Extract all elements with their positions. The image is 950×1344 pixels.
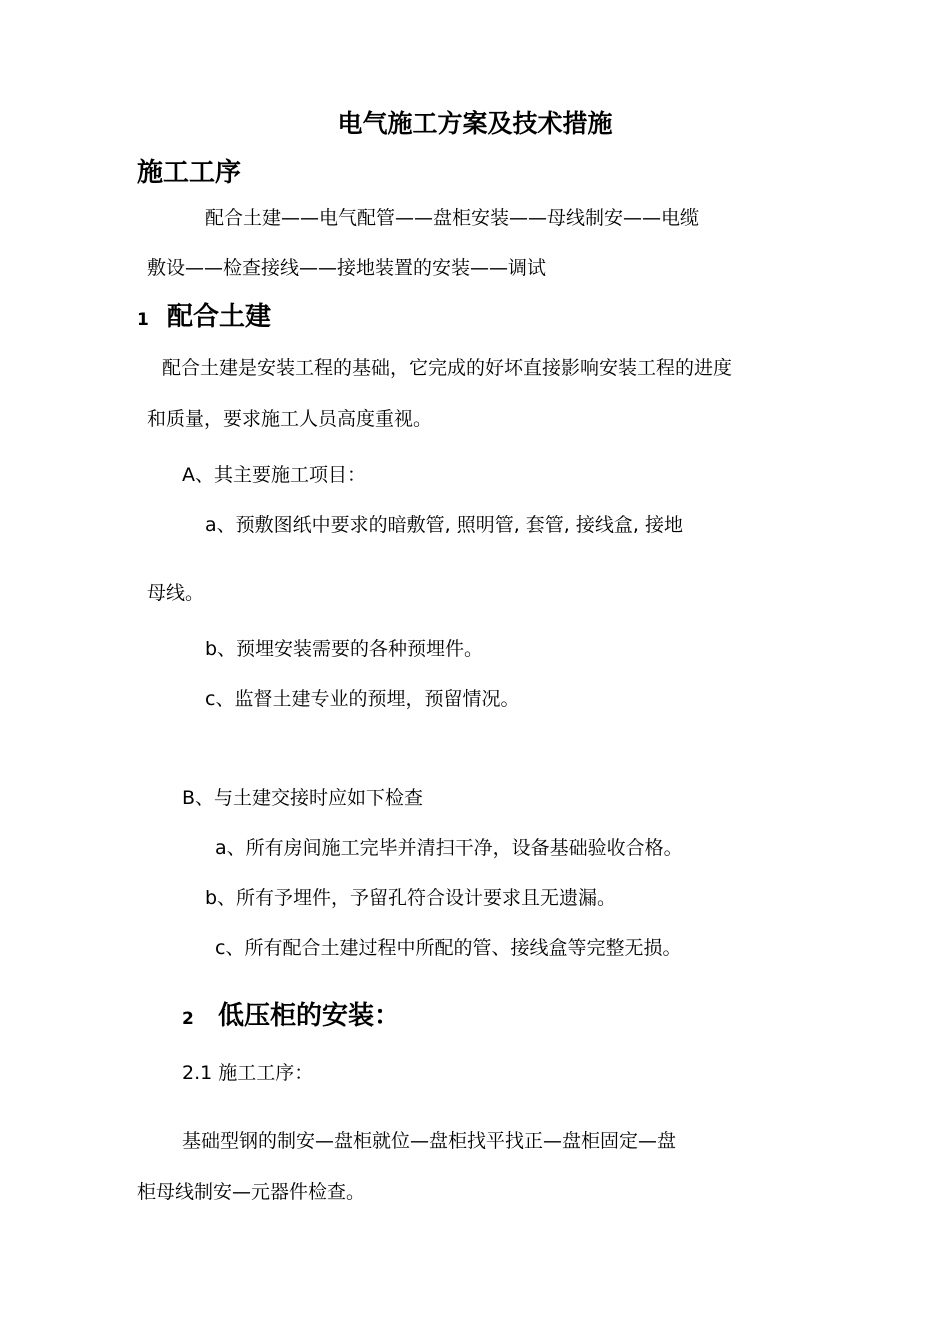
item-b-heading: B、与土建交接时应如下检查 — [182, 787, 424, 809]
section-2-process-line-1: 基础型钢的制安—盘柜就位—盘柜找平找正—盘柜固定—盘 — [182, 1130, 677, 1152]
section-1-intro-line-2: 和质量，要求施工人员高度重视。 — [147, 408, 433, 430]
section-2-sub-heading: 2.1 施工工序： — [182, 1062, 314, 1084]
item-b-sub-a: a、所有房间施工完毕并清扫干净，设备基础验收合格。 — [215, 837, 683, 859]
process-line-1: 配合土建——电气配管——盘柜安装——母线制安——电缆 — [205, 207, 700, 229]
section-1-number: 1 — [137, 310, 149, 330]
section-1-title: 配合土建 — [167, 302, 272, 332]
item-a-sub-a-line-2: 母线。 — [147, 582, 205, 604]
item-a-heading: A、其主要施工项目： — [182, 464, 366, 486]
item-a-sub-b: b、预埋安装需要的各种预埋件。 — [205, 638, 484, 660]
section-2-heading — [182, 1003, 400, 1029]
document-title: 电气施工方案及技术措施 — [337, 109, 613, 138]
heading-process: 施工工序 — [137, 158, 242, 188]
item-a-sub-a-line-1: a、预敷图纸中要求的暗敷管, 照明管, 套管, 接线盒, 接地 — [205, 514, 683, 536]
item-b-sub-c: c、所有配合土建过程中所配的管、接线盒等完整无损。 — [215, 937, 682, 959]
process-line-2: 敷设——检查接线——接地装置的安装——调试 — [147, 257, 547, 279]
item-b-sub-b: b、所有予埋件，予留孔符合设计要求且无遗漏。 — [205, 887, 617, 909]
section-1-heading — [137, 304, 271, 330]
section-2-title: 低压柜的安装： — [218, 1001, 401, 1031]
item-a-sub-c: c、监督土建专业的预埋，预留情况。 — [205, 688, 520, 710]
section-1-intro-line-1: 配合土建是安装工程的基础，它完成的好坏直接影响安装工程的进度 — [162, 357, 733, 379]
section-2-process-line-2: 柜母线制安—元器件检查。 — [137, 1181, 366, 1203]
section-2-number: 2 — [182, 1009, 194, 1029]
